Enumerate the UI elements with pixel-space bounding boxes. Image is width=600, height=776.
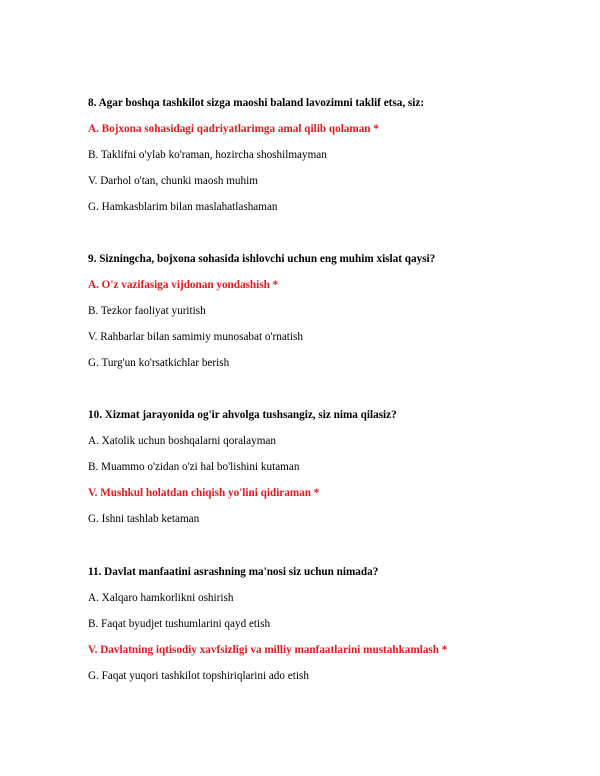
option-g: G. Turg'un ko'rsatkichlar berish bbox=[88, 357, 230, 369]
option-a: A. Xalqaro hamkorlikni oshirish bbox=[88, 592, 234, 604]
question-text: 9. Sizningcha, bojxona sohasida ishlovchi uchun eng muhim xislat qaysi? bbox=[88, 253, 436, 265]
question-text: 10. Xizmat jarayonida og'ir ahvolga tushsangiz, siz nima qilasiz? bbox=[88, 409, 397, 421]
option-v-correct: V. Mushkul holatdan chiqish yo'lini qidiraman * bbox=[88, 487, 320, 499]
option-b: B. Tezkor faoliyat yuritish bbox=[88, 305, 206, 317]
option-a-correct: A. O'z vazifasiga vijdonan yondashish * bbox=[88, 279, 279, 291]
option-b: B. Taklifni o'ylab ko'raman, hozircha shoshilmayman bbox=[88, 149, 327, 161]
option-v-correct: V. Davlatning iqtisodiy xavfsizligi va milliy manfaatlarini mustahkamlash * bbox=[88, 644, 448, 656]
question-text: 11. Davlat manfaatini asrashning ma'nosi siz uchun nimada? bbox=[88, 566, 379, 578]
option-v: V. Rahbarlar bilan samimiy munosabat o'rnatish bbox=[88, 331, 303, 343]
option-g: G. Faqat yuqori tashkilot topshiriqlarini ado etish bbox=[88, 670, 309, 682]
question-text: 8. Agar boshqa tashkilot sizga maoshi baland lavozimni taklif etsa, siz: bbox=[88, 97, 425, 109]
option-a-correct: A. Bojxona sohasidagi qadriyatlarimga amal qilib qolaman * bbox=[88, 123, 379, 135]
option-b: B. Muammo o'zidan o'zi hal bo'lishini kutaman bbox=[88, 461, 300, 473]
option-g: G. Hamkasblarim bilan maslahatlashaman bbox=[88, 201, 278, 213]
option-b: B. Faqat byudjet tushumlarini qayd etish bbox=[88, 618, 271, 630]
option-a: A. Xatolik uchun boshqalarni qoralayman bbox=[88, 435, 276, 447]
option-v: V. Darhol o'tan, chunki maosh muhim bbox=[88, 175, 258, 187]
option-g: G. Ishni tashlab ketaman bbox=[88, 513, 200, 525]
